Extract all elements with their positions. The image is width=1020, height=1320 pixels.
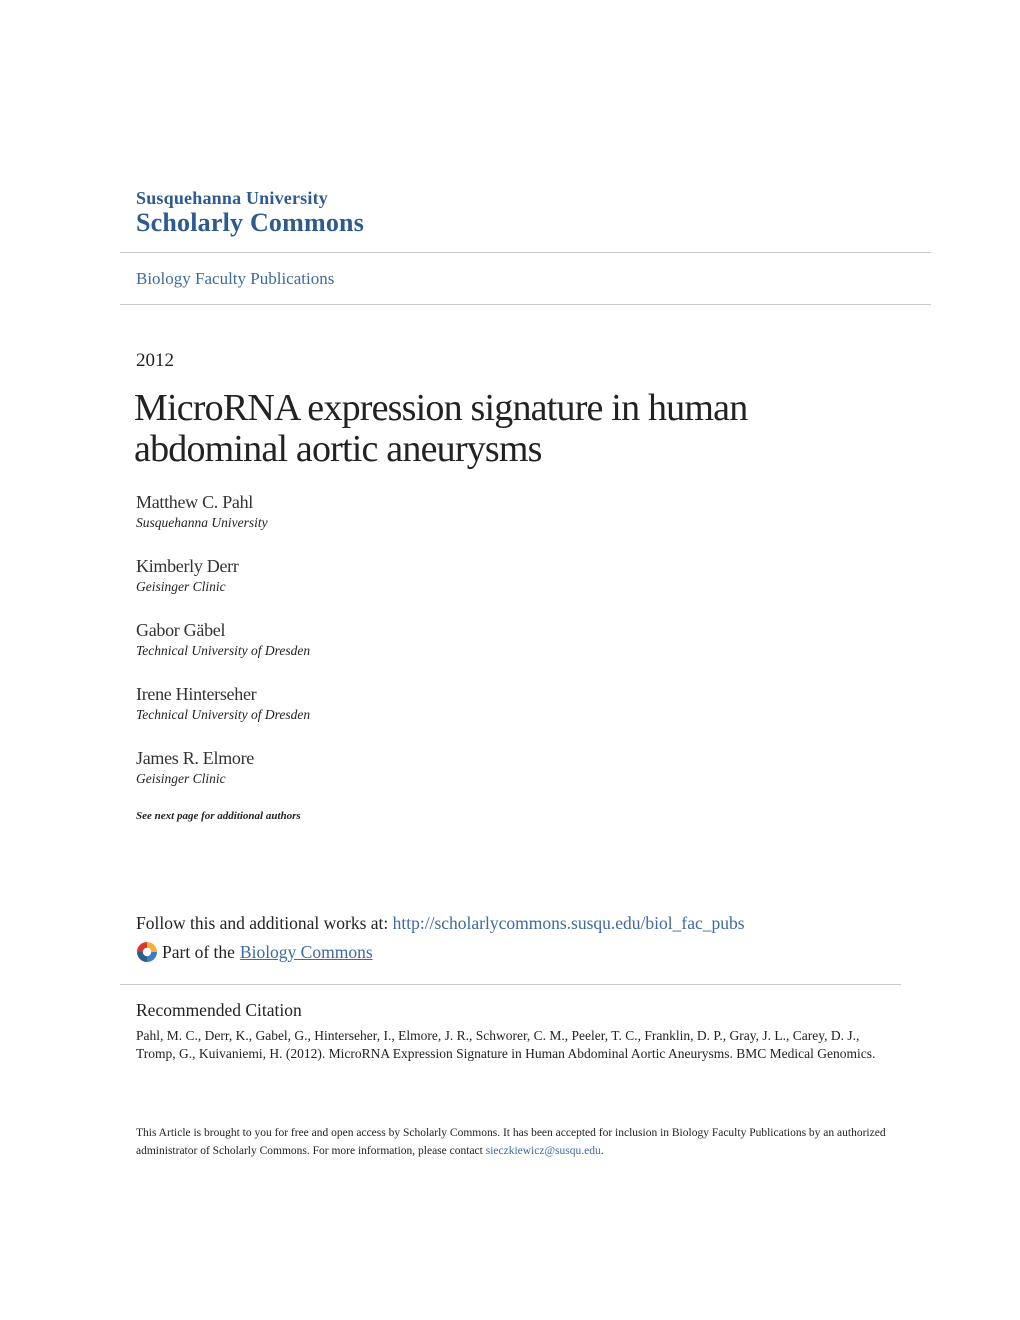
repository-name[interactable]: Scholarly Commons bbox=[136, 208, 365, 237]
author-affiliation: Susquehanna University bbox=[136, 515, 268, 530]
part-of-prefix: Part of the bbox=[162, 941, 235, 962]
author-list bbox=[136, 490, 836, 810]
citation-text: Pahl, M. C., Derr, K., Gabel, G., Hinterseher, I., Elmore, J. R., Schworer, C. M., Peeler, T. C., Franklin, D. P., Gray, J. L., Carey, D. J., Tromp, G., Kuivaniemi, H. (2012). MicroRNA Expression Signature in Human Abdominal Aortic Aneurysms. BMC Medical Genomics. bbox=[136, 1028, 876, 1061]
header-divider-bottom bbox=[120, 304, 931, 305]
author-name: Irene Hinterseher bbox=[136, 684, 257, 704]
citation-divider bbox=[120, 984, 901, 985]
access-statement-end: . bbox=[600, 1145, 604, 1157]
citation-heading: Recommended Citation bbox=[136, 1000, 302, 1020]
access-statement bbox=[136, 1124, 896, 1160]
author-name: James R. Elmore bbox=[136, 748, 254, 768]
bepress-commons-logo-icon bbox=[136, 941, 158, 963]
author-name: Kimberly Derr bbox=[136, 556, 239, 576]
author-entry bbox=[136, 490, 836, 554]
follow-prefix: Follow this and additional works at: bbox=[136, 913, 393, 933]
follow-line bbox=[136, 913, 745, 934]
collection-url-link[interactable]: http://scholarlycommons.susqu.edu/biol_fac_pubs bbox=[392, 913, 745, 933]
biology-commons-link[interactable]: Biology Commons bbox=[239, 941, 373, 962]
author-affiliation: Geisinger Clinic bbox=[136, 771, 226, 786]
author-entry bbox=[136, 618, 836, 682]
article-title: MicroRNA expression signature in human abdominal aortic aneurysms bbox=[134, 387, 748, 470]
institution-name[interactable]: Susquehanna University bbox=[136, 188, 328, 208]
author-affiliation: Technical University of Dresden bbox=[136, 707, 311, 722]
author-name: Gabor Gäbel bbox=[136, 620, 226, 640]
author-affiliation: Technical University of Dresden bbox=[136, 643, 311, 658]
author-entry bbox=[136, 746, 836, 810]
part-of-line bbox=[136, 941, 373, 963]
access-statement-text: This Article is brought to you for free and open access by Scholarly Commons. It has been accepted for inclusion in Biology Faculty Publications by an authorized administrator of Scholarly Commons. For more information, please contact bbox=[136, 1127, 886, 1157]
collection-link[interactable]: Biology Faculty Publications bbox=[136, 269, 335, 288]
publication-year: 2012 bbox=[136, 350, 174, 371]
author-entry bbox=[136, 682, 836, 746]
author-affiliation: Geisinger Clinic bbox=[136, 579, 226, 594]
header-divider-top bbox=[120, 252, 931, 253]
author-name: Matthew C. Pahl bbox=[136, 492, 253, 512]
contact-email-link[interactable]: sieczkiewicz@susqu.edu bbox=[485, 1145, 601, 1157]
author-entry bbox=[136, 554, 836, 618]
additional-authors-note: See next page for additional authors bbox=[136, 810, 301, 822]
